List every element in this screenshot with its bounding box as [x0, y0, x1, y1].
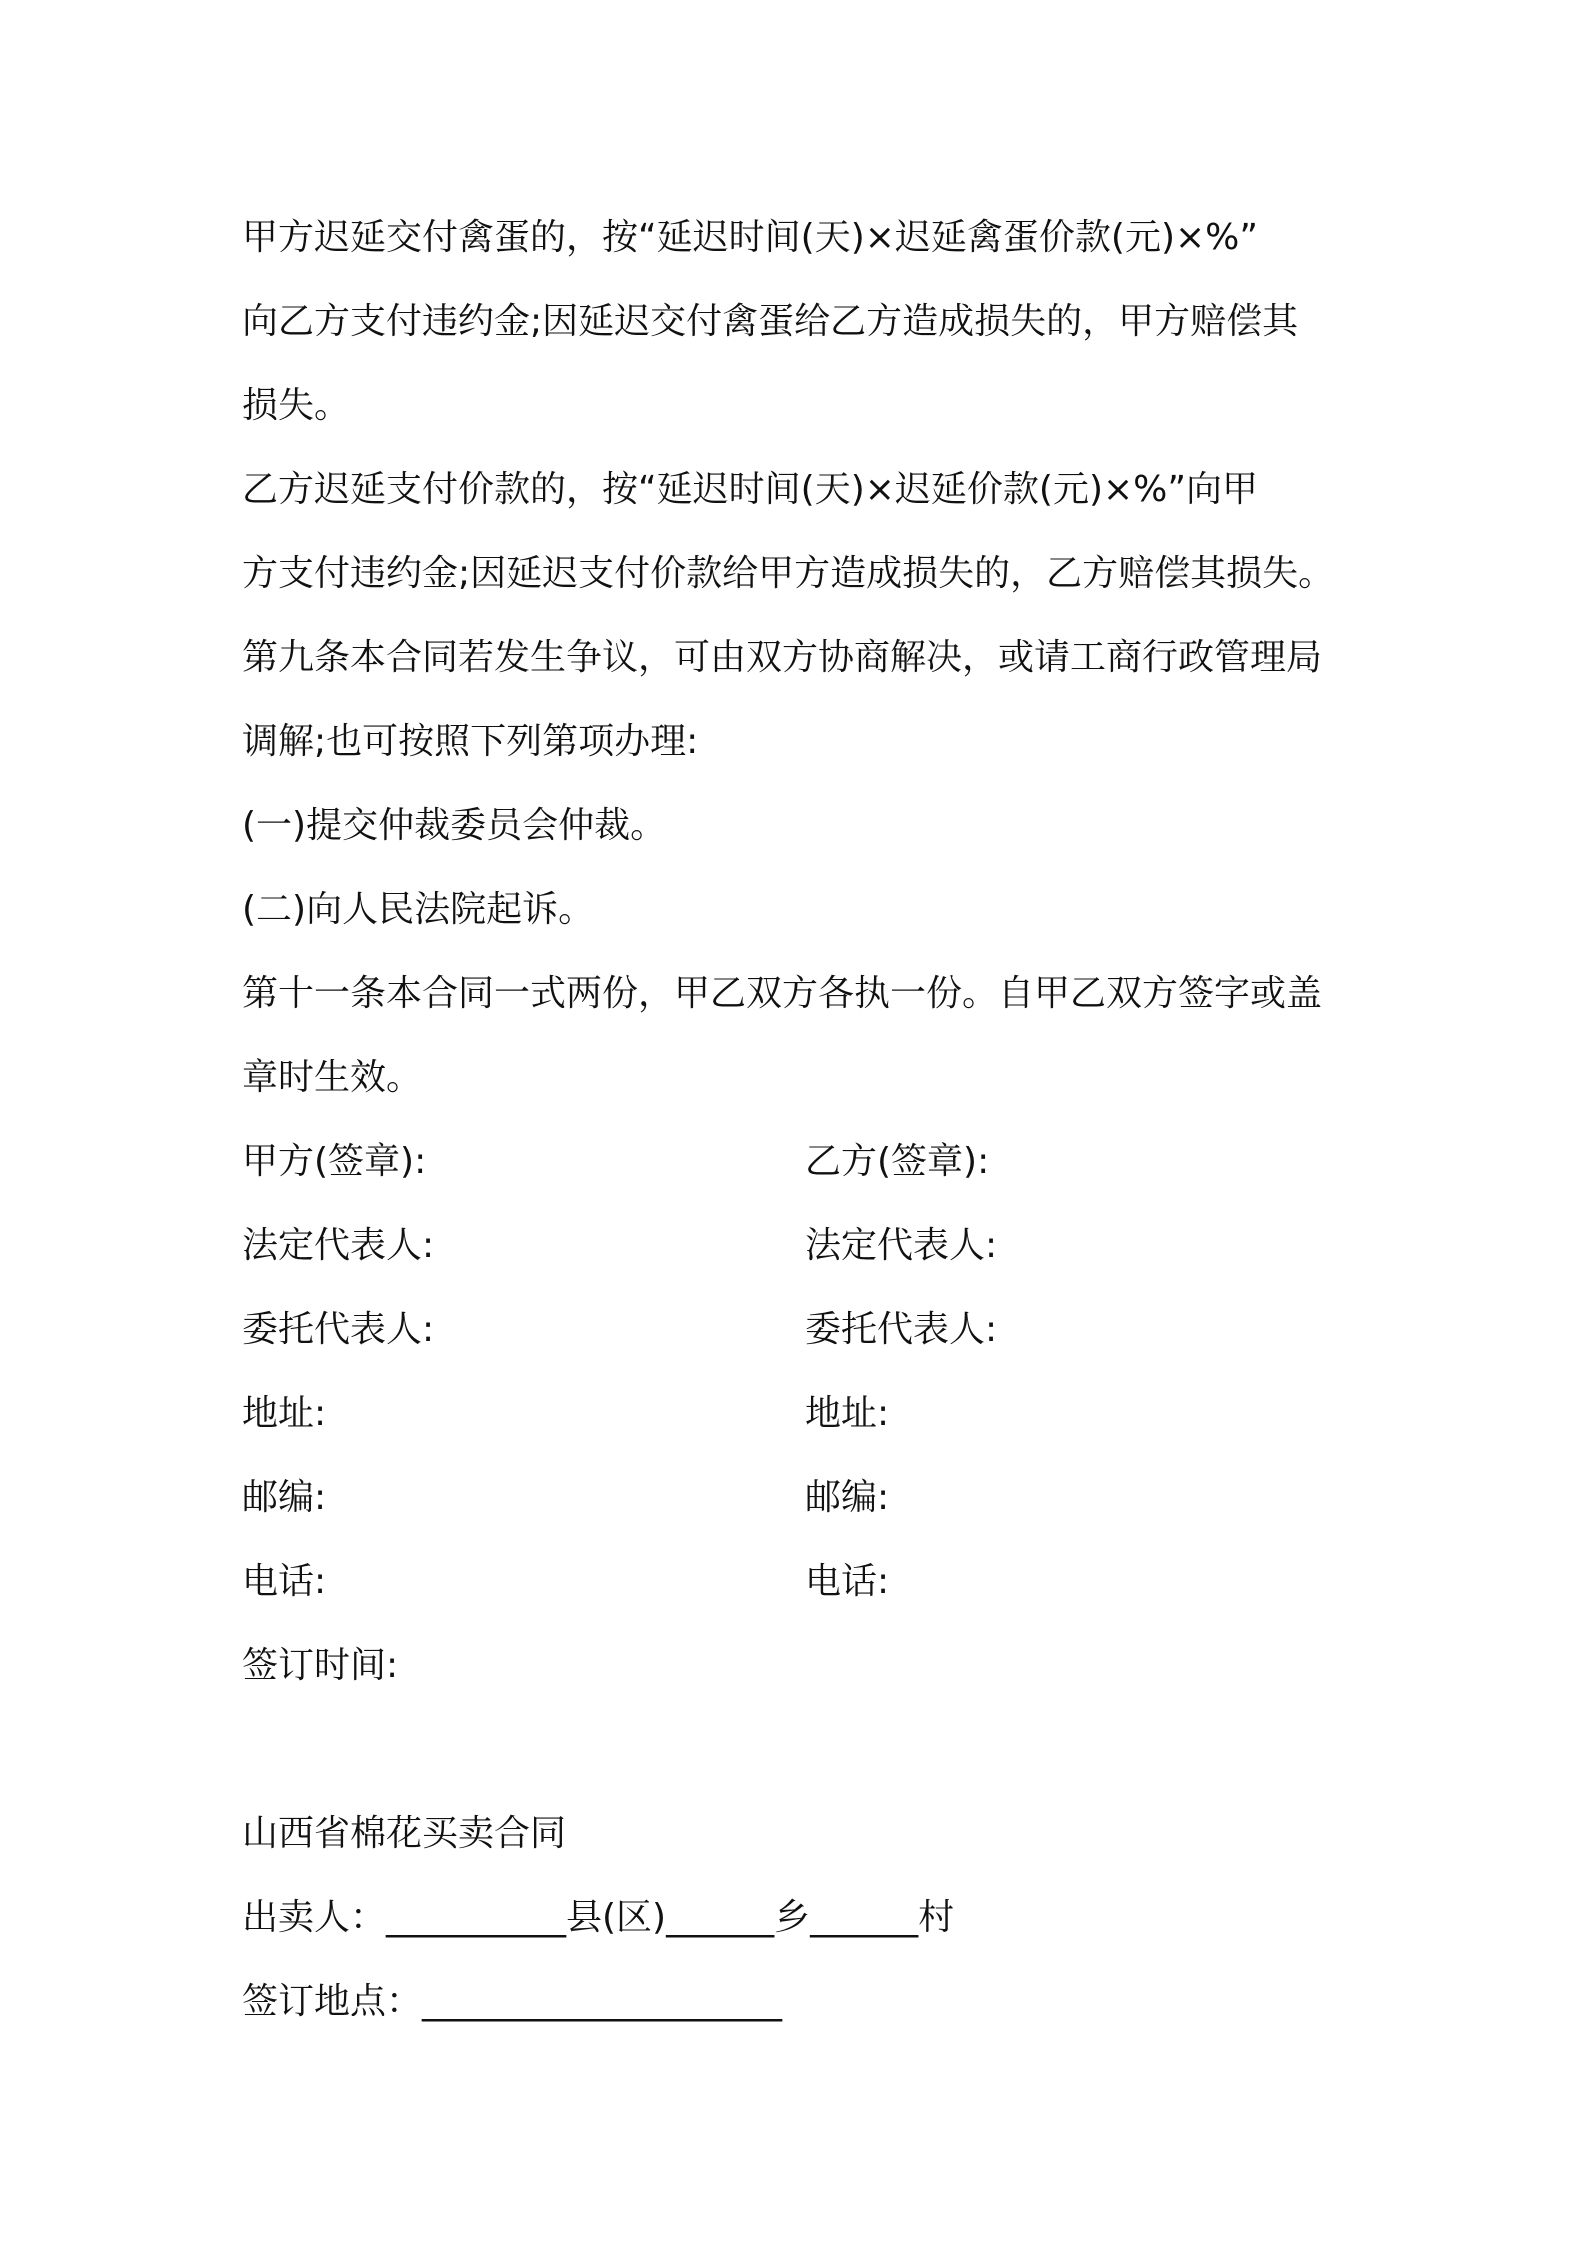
party-a-agent-label: 委托代表人:: [242, 1309, 435, 1350]
party-b-seal-label: 乙方(签章):: [805, 1141, 990, 1182]
signing-date-label: 签订时间:: [242, 1645, 399, 1686]
party-a-phone-label: 电话:: [242, 1561, 327, 1602]
party-a-postcode-label: 邮编:: [242, 1477, 327, 1518]
paragraph-line: 甲方迟延交付禽蛋的，按“延迟时间(天)×迟延禽蛋价款(元)×%”: [242, 217, 1259, 258]
signature-row-seal: [242, 1120, 1372, 1204]
party-b-agent-label: 委托代表人:: [805, 1309, 998, 1350]
signature-row-postcode: [242, 1456, 1372, 1540]
party-b-legal-rep-label: 法定代表人:: [805, 1225, 998, 1266]
document-body: [242, 196, 1372, 2044]
paragraph-line: 方支付违约金;因延迟支付价款给甲方造成损失的，乙方赔偿其损失。: [242, 553, 1335, 594]
dispute-option-2: (二)向人民法院起诉。: [242, 889, 595, 930]
paragraph-line: 乙方迟延支付价款的，按“延迟时间(天)×迟延价款(元)×%”向甲: [242, 469, 1259, 510]
party-b-phone-label: 电话:: [805, 1561, 890, 1602]
signing-location-line: 签订地点：____________________: [242, 1981, 783, 2022]
party-a-seal-label: 甲方(签章):: [242, 1141, 427, 1182]
article-eleven-line: 章时生效。: [242, 1057, 423, 1098]
party-a-legal-rep-label: 法定代表人:: [242, 1225, 435, 1266]
signature-row-phone: [242, 1540, 1372, 1624]
article-nine-line: 调解;也可按照下列第项办理:: [242, 721, 699, 762]
party-b-address-label: 地址:: [805, 1393, 890, 1434]
signature-row-legal-rep: [242, 1204, 1372, 1288]
next-contract-title: 山西省棉花买卖合同: [242, 1813, 567, 1854]
article-nine-line: 第九条本合同若发生争议，可由双方协商解决，或请工商行政管理局: [242, 637, 1323, 678]
section-gap: [242, 1708, 1372, 1792]
paragraph-line: 向乙方支付违约金;因延迟交付禽蛋给乙方造成损失的，甲方赔偿其: [242, 301, 1299, 342]
paragraph-line: 损失。: [242, 385, 351, 426]
signature-row-address: [242, 1372, 1372, 1456]
dispute-option-1: (一)提交仲裁委员会仲裁。: [242, 805, 667, 846]
party-a-address-label: 地址:: [242, 1393, 327, 1434]
article-eleven-line: 第十一条本合同一式两份，甲乙双方各执一份。自甲乙双方签字或盖: [242, 973, 1323, 1014]
signature-row-agent: [242, 1288, 1372, 1372]
seller-line: 出卖人：__________县(区)______乡______村: [242, 1897, 955, 1938]
party-b-postcode-label: 邮编:: [805, 1477, 890, 1518]
